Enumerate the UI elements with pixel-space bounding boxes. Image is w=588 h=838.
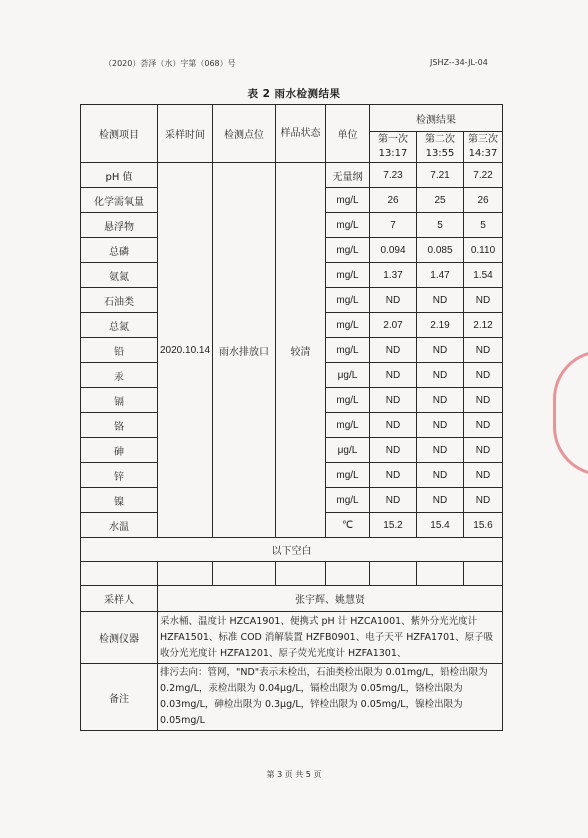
row-item: 氨氮 bbox=[81, 263, 158, 288]
row-value: ND bbox=[417, 413, 464, 438]
sample-date: 2020.10.14 bbox=[158, 163, 213, 538]
row-value: 7.23 bbox=[370, 163, 417, 188]
row-value: 15.4 bbox=[417, 513, 464, 538]
remarks-label: 备注 bbox=[81, 664, 158, 731]
row-unit: mg/L bbox=[326, 288, 370, 313]
row-value: ND bbox=[370, 363, 417, 388]
row-value: ND bbox=[464, 463, 503, 488]
sample-state: 较清 bbox=[276, 163, 326, 538]
row-item: 石油类 bbox=[81, 288, 158, 313]
row-unit: mg/L bbox=[326, 463, 370, 488]
run-time: 13:55 bbox=[425, 148, 455, 159]
row-value: ND bbox=[370, 438, 417, 463]
row-value: 7 bbox=[370, 213, 417, 238]
row-unit: ℃ bbox=[326, 513, 370, 538]
empty-row bbox=[81, 562, 503, 586]
empty-cell bbox=[326, 562, 370, 586]
row-value: 26 bbox=[370, 188, 417, 213]
row-value: 0.085 bbox=[417, 238, 464, 263]
row-value: ND bbox=[370, 463, 417, 488]
row-value: ND bbox=[370, 488, 417, 513]
run-header-3 bbox=[464, 132, 503, 163]
row-value: 7.22 bbox=[464, 163, 503, 188]
run-header-2 bbox=[417, 132, 464, 163]
instruments-label: 检测仪器 bbox=[81, 612, 158, 664]
header-time: 采样时间 bbox=[158, 105, 213, 163]
row-value: 5 bbox=[417, 213, 464, 238]
run-label: 第二次 bbox=[425, 134, 455, 145]
empty-cell bbox=[464, 562, 503, 586]
page-footer: 第 3 页 共 5 页 bbox=[266, 770, 322, 779]
empty-cell bbox=[276, 562, 326, 586]
row-unit: mg/L bbox=[326, 313, 370, 338]
row-unit: 无量纲 bbox=[326, 163, 370, 188]
row-value: ND bbox=[370, 388, 417, 413]
row-value: ND bbox=[417, 288, 464, 313]
row-value: ND bbox=[417, 463, 464, 488]
row-value: ND bbox=[464, 413, 503, 438]
row-value: ND bbox=[417, 488, 464, 513]
row-value: ND bbox=[417, 338, 464, 363]
row-value: 15.6 bbox=[464, 513, 503, 538]
remarks-value: 排污去向：管网，"ND"表示未检出，石油类检出限为 0.01mg/L，铅检出限为 0.2mg/L，汞检出限为 0.04μg/L，镉检出限为 0.05mg/L，铬检出限为 0.03mg/L，砷检出限为 0.3μg/L，锌检出限为 0.05mg/L，镍检出限为 0.05mg/L bbox=[158, 664, 503, 731]
header-site: 检测点位 bbox=[213, 105, 276, 163]
empty-cell bbox=[370, 562, 417, 586]
row-value: 26 bbox=[464, 188, 503, 213]
results-table bbox=[80, 104, 503, 731]
row-unit: mg/L bbox=[326, 238, 370, 263]
row-unit: mg/L bbox=[326, 213, 370, 238]
row-item: 锌 bbox=[81, 463, 158, 488]
header-item: 检测项目 bbox=[81, 105, 158, 163]
row-value: ND bbox=[417, 363, 464, 388]
row-item: 水温 bbox=[81, 513, 158, 538]
header-results: 检测结果 bbox=[370, 105, 503, 132]
row-unit: mg/L bbox=[326, 388, 370, 413]
run-label: 第一次 bbox=[378, 134, 408, 145]
empty-cell bbox=[81, 562, 158, 586]
row-value: ND bbox=[464, 438, 503, 463]
sampler-label: 采样人 bbox=[81, 586, 158, 612]
row-value: ND bbox=[417, 388, 464, 413]
row-item: 总氮 bbox=[81, 313, 158, 338]
row-value: 2.07 bbox=[370, 313, 417, 338]
header-unit: 单位 bbox=[326, 105, 370, 163]
header-state: 样品状态 bbox=[276, 105, 326, 163]
row-item: 铅 bbox=[81, 338, 158, 363]
row-value: ND bbox=[370, 413, 417, 438]
row-value: ND bbox=[370, 338, 417, 363]
row-item: 镍 bbox=[81, 488, 158, 513]
row-item: pH 值 bbox=[81, 163, 158, 188]
row-value: ND bbox=[370, 288, 417, 313]
row-unit: μg/L bbox=[326, 438, 370, 463]
row-item: 化学需氧量 bbox=[81, 188, 158, 213]
row-value: 1.37 bbox=[370, 263, 417, 288]
blank-note: 以下空白 bbox=[81, 538, 503, 562]
row-value: 15.2 bbox=[370, 513, 417, 538]
row-value: 2.19 bbox=[417, 313, 464, 338]
seal-stamp bbox=[553, 350, 588, 476]
run-label: 第三次 bbox=[468, 134, 498, 145]
row-value: ND bbox=[464, 388, 503, 413]
row-item: 汞 bbox=[81, 363, 158, 388]
empty-cell bbox=[213, 562, 276, 586]
document-number: （2020）荟泽（水）字第（068）号 bbox=[104, 59, 236, 68]
row-unit: mg/L bbox=[326, 338, 370, 363]
row-value: 0.094 bbox=[370, 238, 417, 263]
sample-site: 雨水排放口 bbox=[213, 163, 276, 538]
row-unit: μg/L bbox=[326, 363, 370, 388]
row-value: ND bbox=[464, 338, 503, 363]
row-unit: mg/L bbox=[326, 263, 370, 288]
row-value: ND bbox=[464, 488, 503, 513]
row-value: 5 bbox=[464, 213, 503, 238]
row-value: 25 bbox=[417, 188, 464, 213]
empty-cell bbox=[417, 562, 464, 586]
table-row bbox=[81, 163, 503, 188]
row-value: ND bbox=[464, 288, 503, 313]
row-value: ND bbox=[417, 438, 464, 463]
run-time: 14:37 bbox=[468, 148, 498, 159]
row-value: 2.12 bbox=[464, 313, 503, 338]
row-value: 1.47 bbox=[417, 263, 464, 288]
row-value: 7.21 bbox=[417, 163, 464, 188]
row-value: ND bbox=[464, 363, 503, 388]
table-title: 表 2 雨水检测结果 bbox=[247, 88, 341, 100]
empty-cell bbox=[158, 562, 213, 586]
document-code: JSHZ--34-JL-04 bbox=[430, 58, 488, 67]
row-value: 1.54 bbox=[464, 263, 503, 288]
row-unit: mg/L bbox=[326, 488, 370, 513]
row-unit: mg/L bbox=[326, 188, 370, 213]
sampler-value: 张宇辉、姚慧贤 bbox=[158, 586, 503, 612]
row-unit: mg/L bbox=[326, 413, 370, 438]
row-item: 砷 bbox=[81, 438, 158, 463]
row-item: 镉 bbox=[81, 388, 158, 413]
run-time: 13:17 bbox=[378, 148, 408, 159]
row-item: 总磷 bbox=[81, 238, 158, 263]
row-value: 0.110 bbox=[464, 238, 503, 263]
run-header-1 bbox=[370, 132, 417, 163]
instruments-value: 采水桶、温度计 HZCA1901、便携式 pH 计 HZCA1001、紫外分光光度计 HZFA1501、标准 COD 消解装置 HZFB0901、电子天平 HZFA1701、原子吸收分光光度计 HZFA1201、原子荧光光度计 HZFA1301、 bbox=[158, 612, 503, 664]
row-item: 铬 bbox=[81, 413, 158, 438]
row-item: 悬浮物 bbox=[81, 213, 158, 238]
